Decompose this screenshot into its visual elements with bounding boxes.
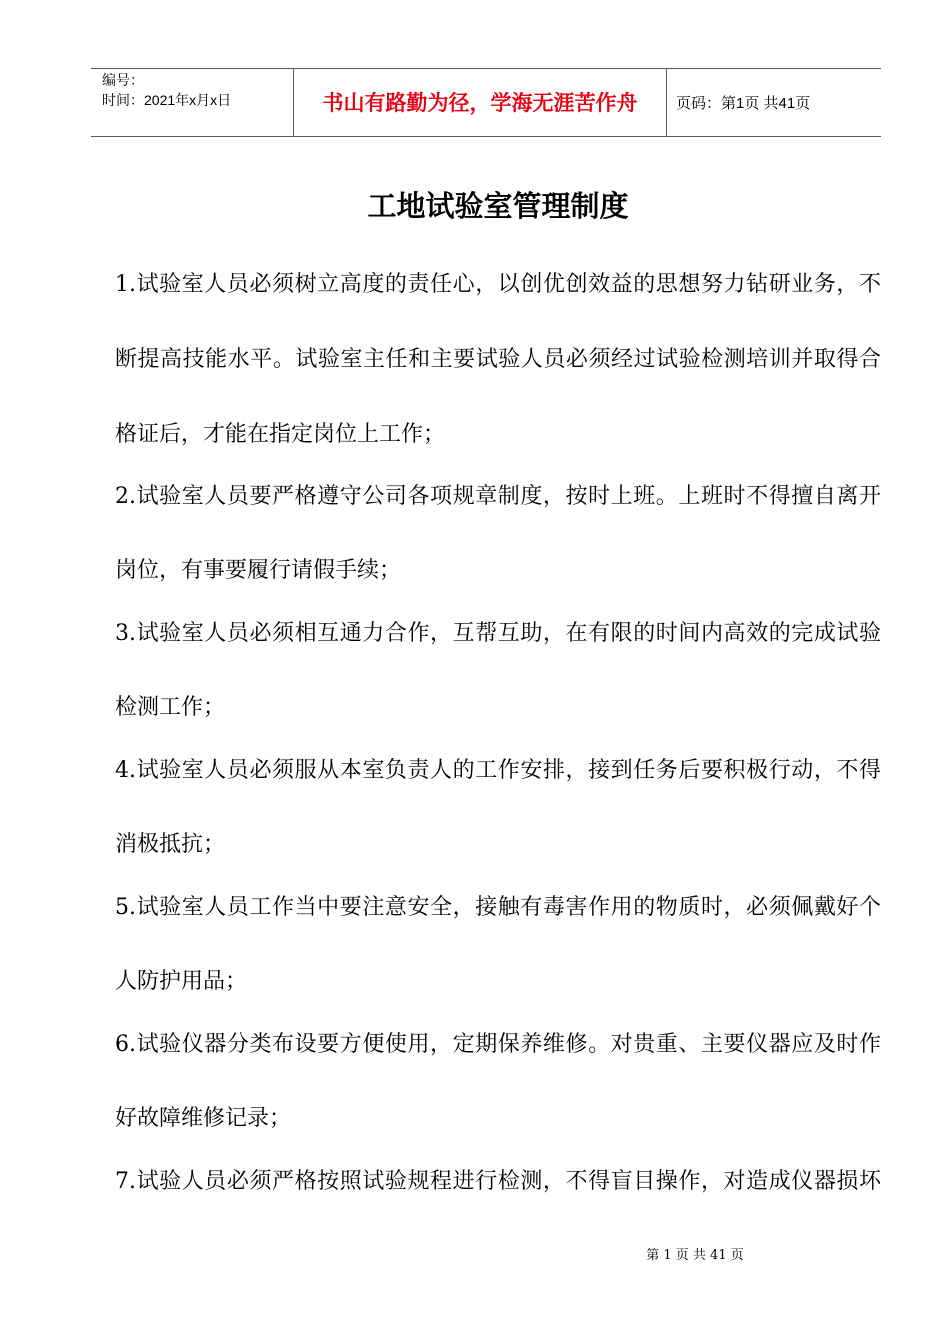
document-title: 工地试验室管理制度: [367, 191, 629, 223]
paragraph-line: 好故障维修记录；: [115, 1106, 292, 1131]
paragraph-line: 人防护用品；: [115, 969, 248, 994]
paragraph-line: 5.试验室人员工作当中要注意安全，接触有毒害作用的物质时，必须佩戴好个: [115, 895, 881, 920]
header-divider-right: [666, 68, 667, 136]
header-motto: 书山有路勤为径，学海无涯苦作舟: [322, 92, 638, 115]
paragraph-line: 4.试验室人员必须服从本室负责人的工作安排，接到任务后要积极行动，不得: [115, 758, 881, 783]
header-top-rule: [91, 68, 881, 69]
paragraph-line: 格证后，才能在指定岗位上工作；: [115, 422, 446, 447]
paragraph-line: 2.试验室人员要严格遵守公司各项规章制度，按时上班。上班时不得擅自离开: [115, 484, 881, 509]
header-date-label: 时间：2021年x月x日: [102, 92, 232, 108]
header-serial-label: 编号：: [102, 72, 144, 88]
paragraph-line: 消极抵抗；: [115, 832, 226, 857]
paragraph-line: 6.试验仪器分类布设要方便使用，定期保养维修。对贵重、主要仪器应及时作: [115, 1032, 881, 1057]
footer-page-number: 第 1 页 共 41 页: [646, 1248, 744, 1263]
header-bottom-rule: [91, 136, 881, 137]
paragraph-line: 1.试验室人员必须树立高度的责任心，以创优创效益的思想努力钻研业务，不: [115, 272, 881, 297]
paragraph-line: 检测工作；: [115, 695, 226, 720]
header-page-info: 页码：第1页 共41页: [676, 95, 811, 112]
paragraph-line: 岗位，有事要履行请假手续；: [115, 558, 402, 583]
paragraph-line: 断提高技能水平。试验室主任和主要试验人员必须经过试验检测培训并取得合: [115, 347, 881, 372]
paragraph-line: 3.试验室人员必须相互通力合作，互帮互助，在有限的时间内高效的完成试验: [115, 621, 881, 646]
paragraph-line: 7.试验人员必须严格按照试验规程进行检测，不得盲目操作，对造成仪器损坏: [115, 1169, 881, 1194]
